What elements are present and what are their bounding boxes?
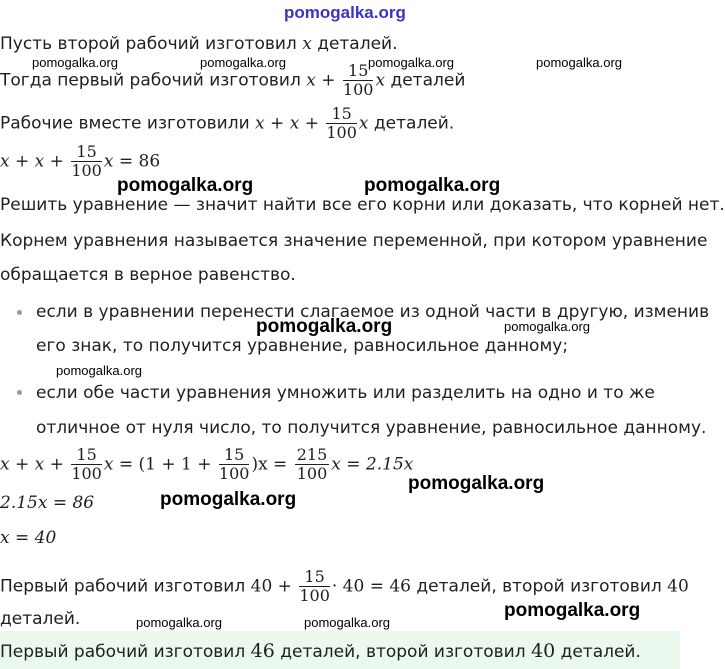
bullet-1-line-2: его знак, то получится уравнение, равносильное данному; — [36, 336, 569, 356]
line-second-worker — [0, 34, 398, 54]
line-first-worker-result: Первый рабочий изготовил 40 + $\frac{15}{100}$ · 40 = 46 деталей, второй изготовил 40 — [0, 567, 689, 605]
fraction-15-100: $\frac{15}{100}$ — [299, 567, 330, 605]
answer-line: Первый рабочий изготовил 46 деталей, второй изготовил 40 деталей. — [0, 640, 641, 662]
watermark-large: pomogalka.org — [408, 473, 545, 494]
watermark-small: pomogalka.org — [504, 319, 590, 334]
line-end: деталей. — [317, 34, 398, 54]
watermark-large: pomogalka.org — [160, 489, 297, 510]
line-first-worker-result-end: деталей. — [0, 609, 81, 629]
var-x: x — [375, 70, 386, 91]
line-end: деталей. — [373, 113, 455, 134]
bullet-2-line-2: отличное от нуля число, то получится уравнение, равносильное данному. — [36, 418, 707, 438]
watermark-small: pomogalka.org — [304, 615, 390, 630]
fraction-15-100: $\frac{15}{100}$ — [326, 104, 357, 142]
fraction-15-100: $\frac{15}{100}$ — [71, 142, 102, 180]
line-text: Рабочие вместе изготовили — [0, 113, 250, 134]
paragraph-root-b: обращается в верное равенство. — [0, 265, 296, 285]
watermark-large: pomogalka.org — [256, 316, 393, 337]
var-x: x — [302, 34, 312, 54]
watermark-small: pomogalka.org — [368, 55, 454, 70]
paragraph-root-a: Корнем уравнения называется значение переменной, при котором уравнение — [0, 231, 708, 251]
watermark-small: pomogalka.org — [32, 55, 118, 70]
watermark-large: pomogalka.org — [364, 175, 501, 196]
line-together: Рабочие вместе изготовили x + x + $\frac{15}{100}$ x деталей. — [0, 104, 455, 142]
watermark-top: pomogalka.org — [284, 3, 406, 22]
watermark-small: pomogalka.org — [536, 55, 622, 70]
paragraph-definition: Решить уравнение — значит найти все его корни или доказать, что корней нет. — [0, 195, 725, 215]
equation-4: x = 40 — [0, 528, 57, 548]
equation-1: x + x + $\frac{15}{100}$ x = 86 — [0, 142, 161, 180]
bullet-1-line-1: если в уравнении перенести слагаемое из одной части в другую, изменив — [36, 302, 710, 322]
watermark-small: pomogalka.org — [56, 363, 142, 378]
watermark-small: pomogalka.org — [200, 55, 286, 70]
equation-2: x + x + $\frac{15}{100}$ x = (1 + 1 + $\frac{15}{100}$ )x = $\frac{215}{100}$ x = 2.15x — [0, 445, 414, 483]
fraction-15-100: $\frac{15}{100}$ — [218, 445, 250, 483]
line-end: деталей — [390, 70, 466, 91]
fraction-15-100: $\frac{15}{100}$ — [342, 61, 374, 99]
equation-3: 2.15x = 86 — [0, 493, 95, 513]
line-first-worker: Тогда первый рабочий изготовил x + $\frac{15}{100}$ x деталей — [0, 61, 466, 99]
line-text: Пусть второй рабочий изготовил — [0, 34, 297, 54]
watermark-large: pomogalka.org — [117, 175, 254, 196]
watermark-large: pomogalka.org — [504, 600, 641, 621]
bullet-icon — [17, 310, 22, 315]
line-text: Тогда первый рабочий изготовил — [0, 70, 301, 91]
bullet-icon — [17, 390, 22, 395]
watermark-small: pomogalka.org — [136, 615, 222, 630]
fraction-15-100: $\frac{15}{100}$ — [71, 445, 102, 483]
var-x: x — [306, 70, 316, 91]
bullet-2-line-1: если обе части уравнения умножить или разделить на одно и то же — [36, 383, 655, 403]
fraction-215-100: $\frac{215}{100}$ — [296, 445, 328, 483]
